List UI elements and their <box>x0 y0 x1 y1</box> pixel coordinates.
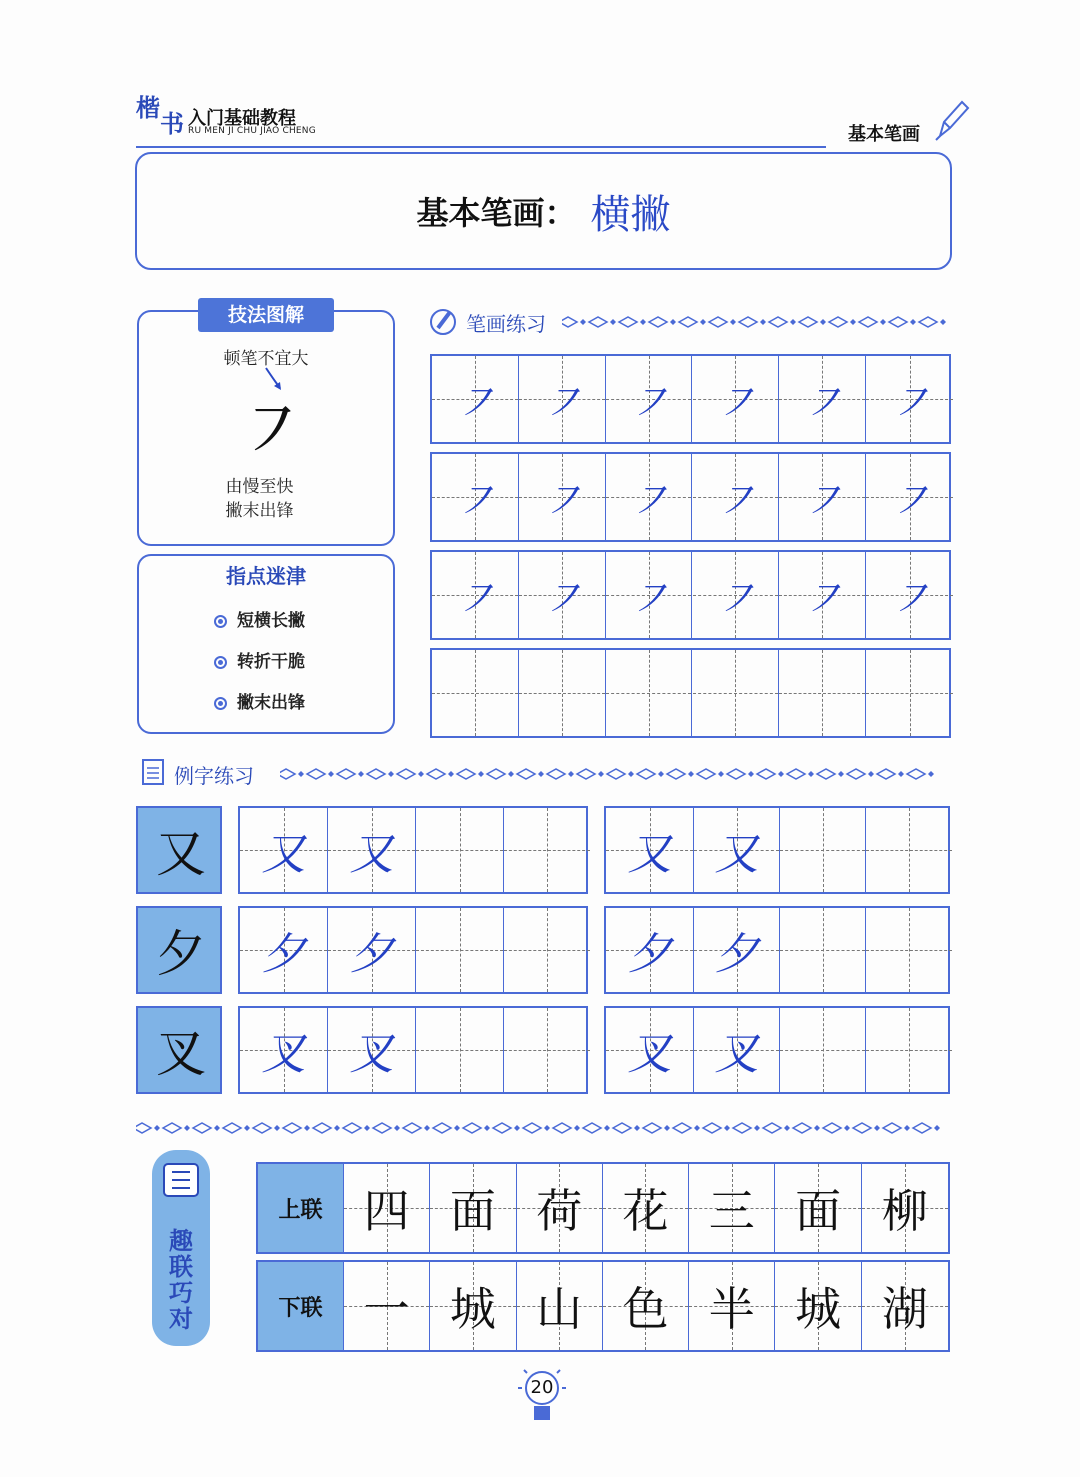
practice-cell[interactable] <box>432 454 519 540</box>
page-number: 20 <box>530 1377 554 1398</box>
stroke-practice-row <box>430 550 951 640</box>
couplet-label: 下联 <box>278 1291 322 1322</box>
brand-char-1: 楷 <box>136 93 160 122</box>
practice-cell[interactable] <box>866 808 952 892</box>
couplet-char: 花 <box>622 1184 669 1238</box>
title-stroke: 横撇 <box>590 191 671 238</box>
couplet-char-cell <box>517 1164 603 1252</box>
char-trace-glyph: 又 <box>261 829 306 880</box>
title-label: 基本笔画： <box>416 194 577 232</box>
diamond-divider <box>280 766 952 782</box>
practice-cell[interactable] <box>693 552 780 638</box>
char-trace-glyph: 夕 <box>349 929 394 980</box>
couplet-char: 荷 <box>536 1184 583 1238</box>
couplet-char-cell <box>689 1164 775 1252</box>
practice-cell[interactable] <box>504 808 590 892</box>
practice-cell[interactable] <box>519 552 606 638</box>
practice-cell[interactable] <box>866 1008 952 1092</box>
tip-item: 短横长撇 <box>214 606 305 631</box>
char-trace-glyph: 夕 <box>261 929 306 980</box>
stroke-trace-glyph: ㇇ <box>713 574 758 625</box>
stroke-trace-glyph: ㇇ <box>539 476 584 527</box>
char-trace-glyph: 叉 <box>349 1029 394 1080</box>
tip-item: 转折干脆 <box>214 647 305 672</box>
couplet-char: 面 <box>795 1184 842 1238</box>
practice-cell[interactable] <box>416 908 504 992</box>
technique-tab: 技法图解 <box>198 298 334 332</box>
couplet-char: 城 <box>795 1282 842 1336</box>
model-char-box <box>136 806 222 894</box>
header-rule <box>136 146 826 148</box>
couplet-char-cell <box>862 1164 948 1252</box>
model-char: 叉 <box>156 1025 206 1083</box>
practice-cell[interactable] <box>240 908 328 992</box>
stroke-trace-glyph: ㇇ <box>800 476 845 527</box>
couplet-char: 山 <box>536 1282 583 1336</box>
couplet-char: 城 <box>449 1282 496 1336</box>
couplet-char-cell <box>344 1262 430 1350</box>
practice-cell[interactable] <box>606 908 694 992</box>
char-trace-glyph: 又 <box>349 829 394 880</box>
char-practice-group <box>604 906 950 994</box>
stroke-trace-glyph: ㇇ <box>713 378 758 429</box>
couplet-lower-row <box>256 1260 950 1352</box>
stroke-trace-glyph: ㇇ <box>452 476 497 527</box>
stroke-trace-glyph: ㇇ <box>626 476 671 527</box>
practice-cell[interactable] <box>606 356 693 442</box>
practice-cell[interactable] <box>606 1008 694 1092</box>
brand-char-2: 书 <box>160 109 184 138</box>
couplet-char-cell <box>689 1262 775 1350</box>
technique-stroke: ㇇ <box>235 388 308 472</box>
couplet-char-cell <box>430 1262 516 1350</box>
model-char-box <box>136 1006 222 1094</box>
couplet-char-cell <box>775 1262 861 1350</box>
practice-cell[interactable] <box>693 650 780 736</box>
practice-cell[interactable] <box>779 552 866 638</box>
char-practice-heading: 例字练习 <box>174 764 254 788</box>
couplet-char: 三 <box>708 1184 755 1238</box>
tips-title: 指点迷津 <box>226 564 306 588</box>
couplet-char: 湖 <box>881 1282 928 1336</box>
technique-note-2: 撇末出锋 <box>225 501 294 521</box>
practice-cell[interactable] <box>240 1008 328 1092</box>
couplet-char: 一 <box>363 1282 410 1336</box>
stroke-trace-glyph: ㇇ <box>800 378 845 429</box>
couplet-side-title: 趣联巧对 <box>169 1226 193 1333</box>
brush-icon <box>428 306 460 336</box>
char-practice-group <box>238 906 588 994</box>
char-practice-group <box>238 1006 588 1094</box>
section-tag: 基本笔画 <box>848 124 920 145</box>
practice-cell[interactable] <box>780 908 866 992</box>
stroke-practice-row <box>430 648 951 738</box>
practice-cell[interactable] <box>866 552 953 638</box>
couplet-char-cell <box>603 1164 689 1252</box>
diamond-divider <box>136 1120 952 1136</box>
practice-cell[interactable] <box>606 552 693 638</box>
practice-cell[interactable] <box>866 908 952 992</box>
practice-cell[interactable] <box>328 908 416 992</box>
title-row <box>135 152 952 270</box>
char-trace-glyph: 叉 <box>261 1029 306 1080</box>
practice-cell[interactable] <box>504 908 590 992</box>
practice-cell[interactable] <box>416 1008 504 1092</box>
model-char-cell <box>138 1008 224 1092</box>
char-trace-glyph: 夕 <box>627 929 672 980</box>
stroke-trace-glyph: ㇇ <box>626 378 671 429</box>
stroke-trace-glyph: ㇇ <box>887 574 932 625</box>
stroke-trace-glyph: ㇇ <box>452 574 497 625</box>
stroke-trace-glyph: ㇇ <box>887 378 932 429</box>
char-trace-glyph: 叉 <box>627 1029 672 1080</box>
practice-cell[interactable] <box>866 454 953 540</box>
model-char-box <box>136 906 222 994</box>
brand-title: 入门基础教程 <box>188 108 296 129</box>
stroke-trace-glyph: ㇇ <box>713 476 758 527</box>
practice-cell[interactable] <box>866 650 953 736</box>
couplet-char-cell <box>430 1164 516 1252</box>
practice-cell[interactable] <box>432 650 519 736</box>
stroke-trace-glyph: ㇇ <box>626 574 671 625</box>
couplet-char: 色 <box>622 1282 669 1336</box>
stroke-trace-glyph: ㇇ <box>800 574 845 625</box>
couplet-upper-row <box>256 1162 950 1254</box>
practice-cell[interactable] <box>432 356 519 442</box>
practice-cell[interactable] <box>779 454 866 540</box>
stroke-trace-glyph: ㇇ <box>452 378 497 429</box>
practice-cell[interactable] <box>780 808 866 892</box>
couplet-char: 柳 <box>881 1184 928 1238</box>
practice-cell[interactable] <box>328 808 416 892</box>
couplet-icon <box>156 1160 206 1200</box>
couplet-label-cell <box>258 1262 344 1350</box>
tip-item: 撇末出锋 <box>214 688 305 713</box>
technique-note-top: 顿笔不宜大 <box>223 349 309 369</box>
practice-cell[interactable] <box>693 454 780 540</box>
couplet-char-cell <box>603 1262 689 1350</box>
practice-cell[interactable] <box>432 552 519 638</box>
pencil-icon <box>934 96 970 142</box>
model-char-cell <box>138 908 224 992</box>
practice-cell[interactable] <box>606 454 693 540</box>
char-trace-glyph: 又 <box>627 829 672 880</box>
practice-cell[interactable] <box>416 808 504 892</box>
couplet-char: 面 <box>449 1184 496 1238</box>
char-practice-group <box>604 1006 950 1094</box>
couplet-char: 半 <box>708 1282 755 1336</box>
practice-cell[interactable] <box>866 356 953 442</box>
couplet-char-cell <box>775 1164 861 1252</box>
couplet-char-cell <box>517 1262 603 1350</box>
practice-cell[interactable] <box>779 356 866 442</box>
practice-cell[interactable] <box>519 454 606 540</box>
char-practice-group <box>604 806 950 894</box>
stroke-trace-glyph: ㇇ <box>887 476 932 527</box>
stroke-practice-row <box>430 354 951 444</box>
stroke-practice-row <box>430 452 951 542</box>
practice-cell[interactable] <box>240 808 328 892</box>
brand-pinyin: RU MEN JI CHU JIAO CHENG <box>188 126 316 136</box>
model-char: 夕 <box>156 925 206 983</box>
practice-cell[interactable] <box>780 1008 866 1092</box>
couplet-char: 四 <box>363 1184 410 1238</box>
model-char-cell <box>138 808 224 892</box>
stroke-trace-glyph: ㇇ <box>539 574 584 625</box>
couplet-char-cell <box>862 1262 948 1350</box>
couplet-label: 上联 <box>278 1193 322 1224</box>
practice-cell[interactable] <box>519 650 606 736</box>
practice-cell[interactable] <box>504 1008 590 1092</box>
stroke-practice-heading: 笔画练习 <box>466 312 546 336</box>
char-practice-group <box>238 806 588 894</box>
practice-cell[interactable] <box>694 808 780 892</box>
char-trace-glyph: 夕 <box>714 929 759 980</box>
notebook-icon <box>140 756 166 786</box>
char-trace-glyph: 叉 <box>714 1029 759 1080</box>
couplet-char-cell <box>344 1164 430 1252</box>
practice-cell[interactable] <box>519 356 606 442</box>
couplet-label-cell <box>258 1164 344 1252</box>
practice-cell[interactable] <box>328 1008 416 1092</box>
practice-cell[interactable] <box>606 808 694 892</box>
practice-cell[interactable] <box>694 1008 780 1092</box>
practice-cell[interactable] <box>693 356 780 442</box>
practice-cell[interactable] <box>779 650 866 736</box>
diamond-divider <box>562 314 952 330</box>
practice-cell[interactable] <box>606 650 693 736</box>
practice-cell[interactable] <box>694 908 780 992</box>
char-trace-glyph: 又 <box>714 829 759 880</box>
stroke-trace-glyph: ㇇ <box>539 378 584 429</box>
technique-note-1: 由慢至快 <box>225 477 294 497</box>
model-char: 又 <box>156 825 206 883</box>
